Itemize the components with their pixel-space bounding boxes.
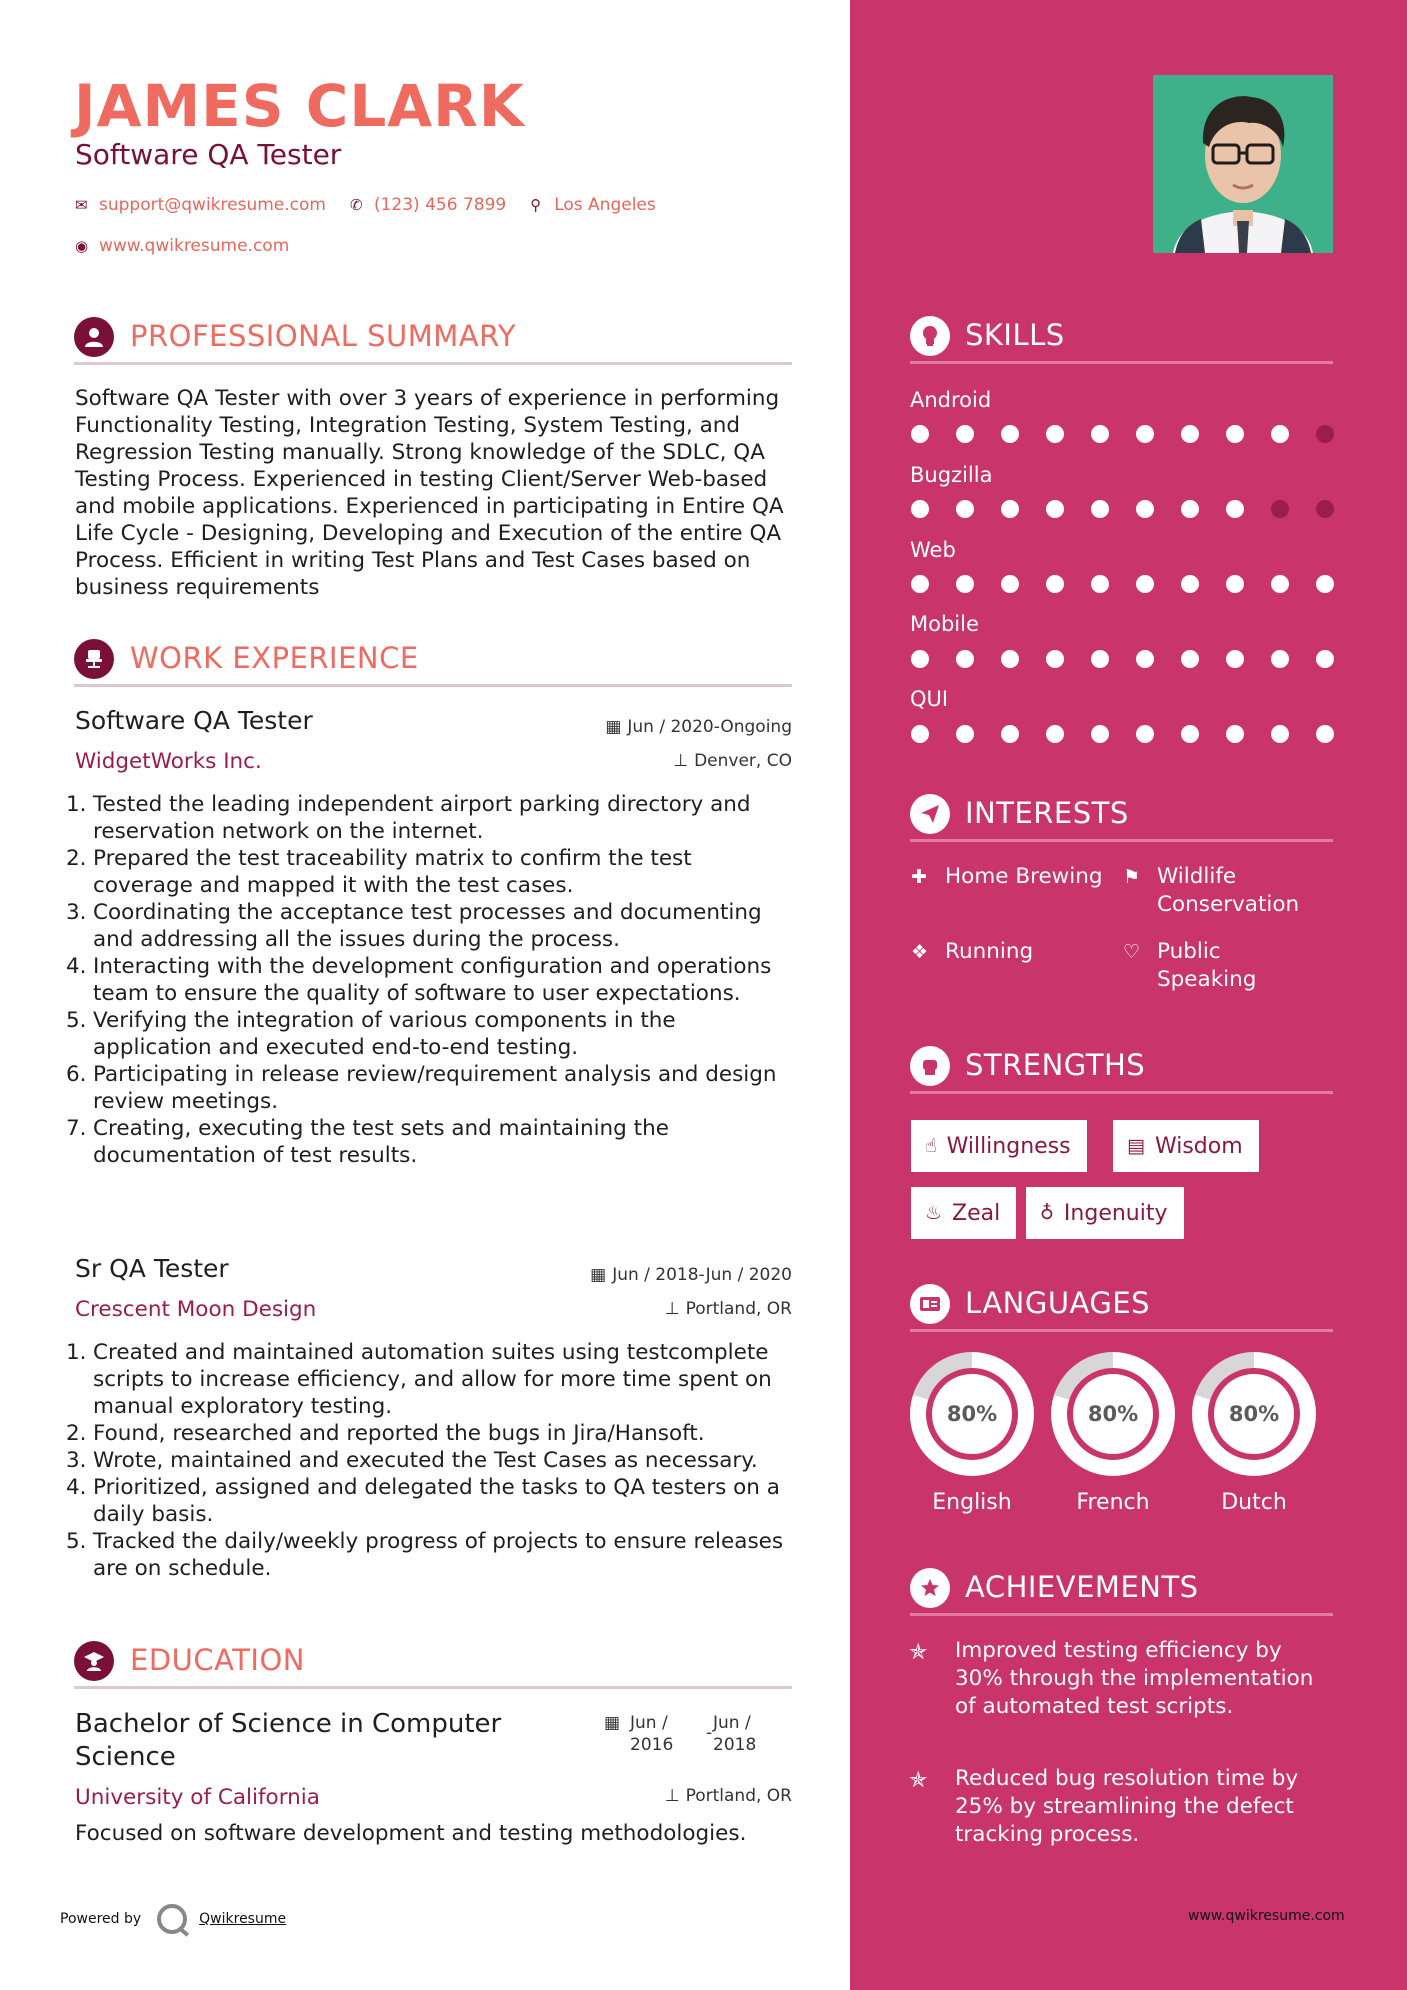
interest-item: ✚ Home Brewing (911, 864, 1103, 889)
skill-dot-filled (1136, 425, 1154, 443)
list-item: 5. Tracked the daily/weekly progress of projects to ensure releases are on schedule. (66, 1529, 784, 1581)
skill-dot-filled (1001, 500, 1019, 518)
skill-dot-filled (1091, 425, 1109, 443)
pin-icon: ⊥ (673, 751, 689, 771)
skill-dot-filled (911, 500, 929, 518)
map-pin-icon: ⚲ (530, 196, 542, 214)
lightbulb-icon (910, 316, 950, 356)
language-item (1192, 1352, 1316, 1515)
skill-dot-empty (1316, 500, 1334, 518)
interests-section-header (910, 784, 1333, 842)
language-name: Dutch (1221, 1490, 1287, 1515)
summary-text: Software QA Tester with over 3 years of experience in performing Functionality Testing, Integration Testing, System Testing, and Regression Testing manually. Strong knowledge of the SDLC, QA Testing Process. Experienced in testing Client/Server Web-based and mobile applications. Experienced in participating in Entire QA Life Cycle - Designing, Developing and Execution of the entire QA Process. Efficient in writing Test Plans and Test Cases based on business requirements (75, 386, 784, 600)
skill-dot-filled (1091, 650, 1109, 668)
job-company: Crescent Moon Design (75, 1297, 317, 1322)
job-location-text: Denver, CO (694, 751, 792, 771)
job-title: Sr QA Tester (75, 1254, 229, 1283)
language-progress-ring (1051, 1352, 1175, 1476)
achievement-item: ✯ Reduced bug resolution time by 25% by streamlining the defect tracking process. (909, 1766, 1299, 1847)
thumbs-up-icon: ☝ (925, 1135, 937, 1157)
list-item: 1. Created and maintained automation suites using testcomplete scripts to increase efficiency, and allow for more time spent on manual exploratory testing. (66, 1340, 772, 1419)
contact-email[interactable]: support@qwikresume.com (99, 195, 326, 215)
skill-dot-filled (1181, 500, 1199, 518)
candidate-name: JAMES CLARK (74, 72, 525, 140)
list-item: 4. Prioritized, assigned and delegated the tasks to QA testers on a daily basis. (66, 1475, 780, 1527)
skill-dot-filled (1091, 500, 1109, 518)
achievements-section-header (910, 1558, 1333, 1616)
skill-dot-filled (956, 500, 974, 518)
pin-icon: ⊥ (664, 1299, 680, 1319)
skill-rating (911, 425, 1361, 443)
skill-dot-filled (911, 725, 929, 743)
experience-section-header (74, 631, 792, 687)
star-icon: ✯ (909, 1768, 928, 1793)
book-icon: ▤ (1127, 1135, 1145, 1157)
brand-link[interactable]: Qwikresume (199, 1911, 287, 1927)
fist-icon (910, 1046, 950, 1086)
job-date (590, 1265, 792, 1285)
skill-dot-filled (1136, 575, 1154, 593)
skill-dot-filled (956, 425, 974, 443)
skill-dot-filled (1271, 425, 1289, 443)
calendar-icon: ▦ (590, 1265, 607, 1285)
skill-dot-filled (1136, 725, 1154, 743)
education-section-header (74, 1633, 792, 1689)
skill-dot-filled (1001, 575, 1019, 593)
experience-title: WORK EXPERIENCE (130, 641, 419, 675)
skill-dot-filled (911, 425, 929, 443)
contact-location: Los Angeles (554, 195, 656, 215)
interest-item: ❖ Running (911, 939, 1034, 964)
job-date-text: Jun / 2018-Jun / 2020 (612, 1265, 792, 1285)
flag-icon: ⚑ (1123, 866, 1141, 888)
skill-dot-filled (1181, 425, 1199, 443)
job-title: Software QA Tester (75, 706, 313, 735)
skill-dot-filled (1046, 425, 1064, 443)
skill-dot-filled (1046, 650, 1064, 668)
calendar-icon: ▦ (604, 1713, 621, 1733)
job-duties-list (66, 1339, 796, 1582)
skill-dot-filled (1226, 650, 1244, 668)
strength-chip: ▤ Wisdom (1113, 1120, 1259, 1172)
skill-dot-filled (1271, 650, 1289, 668)
contact-website[interactable]: www.qwikresume.com (99, 236, 290, 256)
skill-dot-filled (911, 650, 929, 668)
list-item: 5. Verifying the integration of various components in the application and executed end-to-end testing. (66, 1008, 676, 1060)
skill-dot-filled (1046, 500, 1064, 518)
skill-dot-filled (1181, 725, 1199, 743)
list-item: 3. Wrote, maintained and executed the Test Cases as necessary. (66, 1448, 758, 1473)
interests-title: INTERESTS (965, 796, 1129, 830)
job-location (673, 751, 792, 771)
qwikresume-logo-icon (157, 1904, 187, 1934)
job-location (665, 1299, 792, 1319)
languages-title: LANGUAGES (965, 1286, 1151, 1320)
education-date-dash: - (706, 1723, 713, 1743)
strength-chip: ♁ Ingenuity (1026, 1187, 1184, 1239)
skill-rating (911, 725, 1361, 743)
pin-icon: ⊥ (664, 1786, 680, 1806)
interest-item: ⚑ Wildlife Conservation (1123, 864, 1300, 917)
skill-dot-filled (1316, 725, 1334, 743)
footer-website[interactable]: www.qwikresume.com (1188, 1908, 1345, 1924)
phone-icon: ✆ (349, 196, 363, 214)
skill-dot-empty (1271, 500, 1289, 518)
heartbeat-icon: ♡ (1123, 941, 1141, 963)
skill-dot-empty (1316, 425, 1334, 443)
education-title: EDUCATION (130, 1643, 306, 1677)
skill-dot-filled (1226, 425, 1244, 443)
education-note: Focused on software development and testing methodologies. (75, 1821, 747, 1846)
skill-dot-filled (1136, 650, 1154, 668)
contact-row (75, 195, 656, 215)
language-name: English (932, 1490, 1012, 1515)
achievement-item: ✯ Improved testing efficiency by 30% through the implementation of automated test scripts. (909, 1638, 1314, 1719)
paper-plane-icon (910, 794, 950, 834)
skill-dot-filled (1226, 725, 1244, 743)
language-progress-ring (910, 1352, 1034, 1476)
skill-dot-filled (1316, 575, 1334, 593)
paw-icon: ❖ (911, 941, 929, 963)
star-icon (910, 1568, 950, 1608)
skill-dot-filled (911, 575, 929, 593)
calendar-icon: ▦ (605, 717, 622, 737)
skill-dot-filled (956, 725, 974, 743)
list-item: 3. Coordinating the acceptance test processes and documenting and addressing all the issues during the process. (66, 900, 762, 952)
skill-dot-filled (956, 575, 974, 593)
skill-rating (911, 500, 1361, 518)
strength-chip: ♨ Zeal (911, 1187, 1016, 1239)
language-item (1051, 1352, 1175, 1515)
skill-dot-filled (1046, 575, 1064, 593)
languages-section-header (910, 1274, 1333, 1332)
education-start-date: Jun / 2016 (630, 1713, 674, 1755)
language-percent: 80% (1228, 1402, 1280, 1426)
user-icon (74, 317, 114, 357)
lightbulb-icon: ♁ (1040, 1202, 1054, 1224)
strength-chip: ☝ Willingness (911, 1120, 1087, 1172)
skill-dot-filled (1091, 725, 1109, 743)
profile-photo (1153, 75, 1333, 253)
skill-dot-filled (1091, 575, 1109, 593)
skill-dot-filled (1316, 650, 1334, 668)
language-percent: 80% (946, 1402, 998, 1426)
job-location-text: Portland, OR (685, 1299, 792, 1319)
skill-name: Bugzilla (910, 463, 993, 487)
skill-dot-filled (1181, 650, 1199, 668)
job-date-text: Jun / 2020-Ongoing (627, 717, 792, 737)
interest-item: ♡ Public Speaking (1123, 939, 1257, 992)
language-progress-ring (1192, 1352, 1316, 1476)
language-name: French (1076, 1490, 1150, 1515)
job-duties-list (66, 791, 796, 1169)
skill-dot-filled (1001, 425, 1019, 443)
skill-name: Android (910, 388, 992, 412)
skill-dot-filled (1226, 575, 1244, 593)
skill-name: QUI (910, 687, 949, 711)
language-item (910, 1352, 1034, 1515)
skill-dot-filled (1046, 725, 1064, 743)
powered-by-label: Powered by (60, 1911, 142, 1927)
skill-dot-filled (1181, 575, 1199, 593)
education-location-text: Portland, OR (685, 1786, 792, 1806)
contact-website-row (75, 236, 289, 256)
skill-dot-filled (1001, 725, 1019, 743)
flame-icon: ♨ (925, 1202, 943, 1224)
skill-dot-filled (1226, 500, 1244, 518)
skill-dot-filled (1001, 650, 1019, 668)
graduate-icon (74, 1641, 114, 1681)
footer-powered-by (60, 1904, 286, 1934)
achievements-title: ACHIEVEMENTS (965, 1570, 1199, 1604)
star-icon: ✯ (909, 1640, 928, 1665)
job-company: WidgetWorks Inc. (75, 749, 262, 774)
job-date (605, 717, 792, 737)
list-item: 7. Creating, executing the test sets and maintaining the documentation of test results. (66, 1116, 669, 1168)
skill-dot-filled (956, 650, 974, 668)
skill-rating (911, 650, 1361, 668)
list-item: 6. Participating in release review/requirement analysis and design review meetings. (66, 1062, 777, 1114)
globe-icon: ◉ (75, 237, 89, 255)
skill-dot-filled (1271, 575, 1289, 593)
office-chair-icon (74, 639, 114, 679)
strengths-section-header (910, 1036, 1333, 1094)
skill-name: Web (910, 538, 956, 562)
summary-section-header (74, 309, 792, 365)
education-end-date: Jun / 2018 (713, 1713, 757, 1755)
skills-section-header (910, 306, 1333, 364)
education-school: University of California (75, 1785, 320, 1810)
skill-name: Mobile (910, 612, 979, 636)
envelope-icon: ✉ (75, 196, 88, 214)
language-icon (910, 1284, 950, 1324)
list-item: 2. Found, researched and reported the bugs in Jira/Hansoft. (66, 1421, 705, 1446)
skill-rating (911, 575, 1361, 593)
strengths-title: STRENGTHS (965, 1048, 1146, 1082)
education-degree: Bachelor of Science in Computer Science (75, 1709, 502, 1772)
puzzle-icon: ✚ (911, 866, 927, 888)
summary-title: PROFESSIONAL SUMMARY (130, 319, 517, 353)
candidate-role: Software QA Tester (75, 138, 342, 171)
skill-dot-filled (1271, 725, 1289, 743)
contact-phone: (123) 456 7899 (373, 195, 507, 215)
list-item: 4. Interacting with the development configuration and operations team to ensure the quality of software to user expectations. (66, 954, 772, 1006)
skill-dot-filled (1136, 500, 1154, 518)
language-percent: 80% (1087, 1402, 1139, 1426)
education-location (665, 1786, 792, 1806)
list-item: 2. Prepared the test traceability matrix to confirm the test coverage and mapped it with the test cases. (66, 846, 692, 898)
skills-title: SKILLS (965, 318, 1065, 352)
list-item: 1. Tested the leading independent airport parking directory and reservation network on the internet. (66, 792, 751, 844)
